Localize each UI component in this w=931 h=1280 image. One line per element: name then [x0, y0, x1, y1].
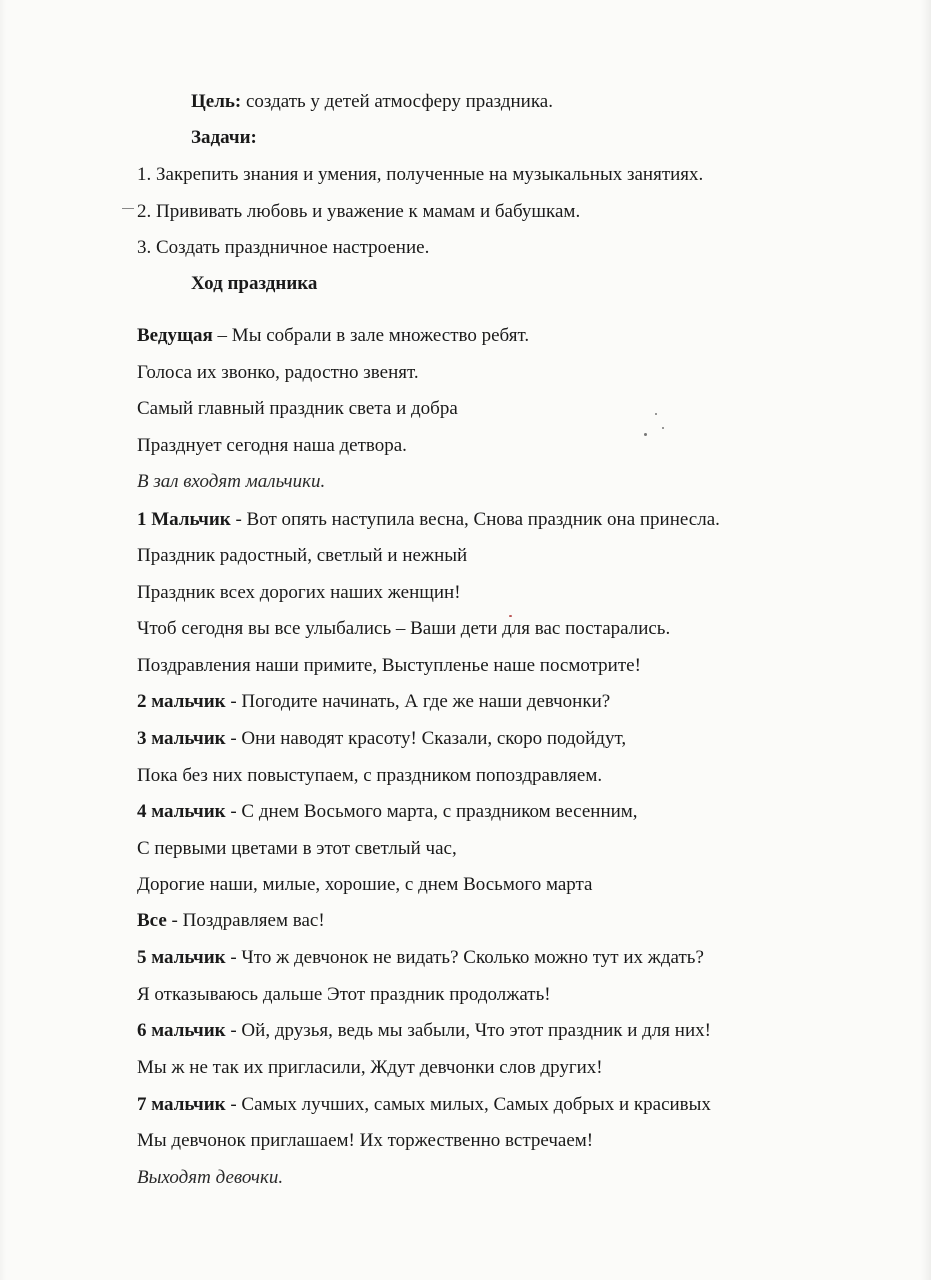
- tasks-title: Задачи:: [191, 127, 257, 148]
- line-text: – Мы собрали в зале множество ребят.: [212, 325, 530, 346]
- script-line: Голоса их звонко, радостно звенят.: [137, 362, 419, 383]
- speaker-label: 5 мальчик: [137, 947, 226, 968]
- script-line: Поздравления наши примите, Выступленье наше посмотрите!: [137, 655, 641, 676]
- goal-line: [191, 90, 553, 114]
- script-line: Самый главный праздник света и добра: [137, 398, 458, 419]
- line-text: - Что ж девчонок не видать? Сколько можно тут их ждать?: [225, 947, 704, 968]
- course-title: Ход праздника: [191, 273, 318, 294]
- speaker-label: Все: [137, 910, 167, 931]
- script-line: Праздник всех дорогих наших женщин!: [137, 582, 461, 603]
- script-line: Мы ж не так их пригласили, Ждут девчонки слов других!: [137, 1057, 603, 1078]
- script-line: [137, 508, 720, 532]
- script-line: С первыми цветами в этот светлый час,: [137, 838, 457, 859]
- speaker-label: Ведущая: [137, 325, 213, 346]
- stage-direction: В зал входят мальчики.: [137, 471, 326, 492]
- speaker-label: 4 мальчик: [137, 801, 226, 822]
- speaker-label: 6 мальчик: [137, 1020, 226, 1041]
- script-line: Пока без них повыступаем, с праздником попоздравляем.: [137, 765, 603, 786]
- script-line: Чтоб сегодня вы все улыбались – Ваши дети для вас постарались.: [137, 618, 671, 639]
- scan-speck: [662, 427, 664, 429]
- script-line: [137, 727, 626, 751]
- goal-label: Цель:: [191, 91, 242, 112]
- script-line: [137, 946, 704, 970]
- line-text: - Они наводят красоту! Сказали, скоро подойдут,: [225, 728, 627, 749]
- task-item: 2. Прививать любовь и уважение к мамам и бабушкам.: [137, 201, 581, 222]
- script-line: [137, 1019, 711, 1043]
- task-item: 1. Закрепить знания и умения, полученные на музыкальных занятиях.: [137, 164, 704, 185]
- line-text: - Ой, друзья, ведь мы забыли, Что этот праздник и для них!: [225, 1020, 711, 1041]
- line-text: - С днем Восьмого марта, с праздником весенним,: [225, 801, 638, 822]
- script-line: [137, 909, 325, 933]
- goal-text: создать у детей атмосферу праздника.: [241, 91, 553, 112]
- line-text: - Погодите начинать, А где же наши девчонки?: [225, 691, 611, 712]
- speaker-label: 2 мальчик: [137, 691, 226, 712]
- speaker-label: 7 мальчик: [137, 1094, 226, 1115]
- scan-speck: [655, 413, 657, 415]
- script-line: Празднует сегодня наша детвора.: [137, 435, 407, 456]
- script-line: [137, 1093, 711, 1117]
- script-line: Я отказываюсь дальше Этот праздник продолжать!: [137, 984, 551, 1005]
- task-item: 3. Создать праздничное настроение.: [137, 237, 430, 258]
- speaker-label: 3 мальчик: [137, 728, 226, 749]
- scan-speck: [644, 433, 647, 436]
- line-text: - Вот опять наступила весна, Снова праздник она принесла.: [230, 509, 720, 530]
- script-line: Праздник радостный, светлый и нежный: [137, 545, 468, 566]
- line-text: - Поздравляем вас!: [166, 910, 325, 931]
- stage-direction: Выходят девочки.: [137, 1167, 284, 1188]
- script-line: [137, 324, 529, 348]
- script-line: [137, 800, 638, 824]
- script-line: [137, 690, 610, 714]
- speaker-label: 1 Мальчик: [137, 509, 231, 530]
- line-text: - Самых лучших, самых милых, Самых добрых и красивых: [225, 1094, 711, 1115]
- script-line: Мы девчонок приглашаем! Их торжественно встречаем!: [137, 1130, 594, 1151]
- scan-mark: [122, 208, 134, 209]
- script-line: Дорогие наши, милые, хорошие, с днем Восьмого марта: [137, 874, 593, 895]
